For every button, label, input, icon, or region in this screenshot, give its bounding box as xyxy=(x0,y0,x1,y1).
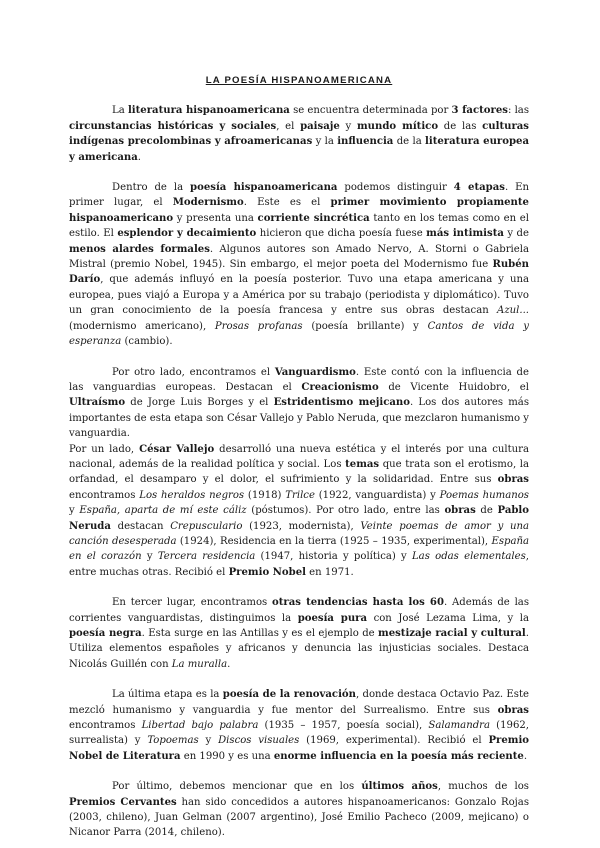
text-run: Por otro lado, encontramos el xyxy=(112,366,275,378)
bold-text: 4 etapas xyxy=(453,182,505,194)
text-run: con José Lezama Lima, y la xyxy=(367,612,529,624)
bold-text: circunstancias históricas y sociales xyxy=(69,120,277,132)
bold-text: Rubén Darío xyxy=(69,259,529,286)
paragraph xyxy=(69,180,529,349)
text-run: en 1990 y es una xyxy=(180,750,274,762)
text-run: desarrolló una nueva estética y el interés por una cultura nacional, además de la realidad política y social. Los xyxy=(69,443,530,470)
text-run: (1962, surrealista) y xyxy=(69,720,529,747)
italic-text: Tercera residencia xyxy=(157,551,256,563)
text-run: y xyxy=(339,120,357,132)
paragraph xyxy=(69,365,529,442)
text-run: hicieron que dicha poesía fuese xyxy=(256,228,427,240)
bold-text: primer movimiento propiamente hispanoamericano xyxy=(69,197,529,224)
text-run: encontramos xyxy=(69,489,140,501)
text-run: de Vicente Huidobro, el xyxy=(378,381,529,393)
bold-text: poesía pura xyxy=(297,612,368,624)
text-run: . Algunos autores son Amado Nervo, A. Storni o Gabriela Mistral (premio Nobel, 1945). Sin embargo, el mejor poeta del Modernismo fue xyxy=(69,243,529,271)
text-run: (1969, experimental). Recibió el xyxy=(299,735,489,747)
bold-text: Pablo Neruda xyxy=(69,505,529,532)
text-run: (1918) xyxy=(244,489,286,501)
bold-text: otras tendencias hasta los 60 xyxy=(272,597,444,609)
bold-text: culturas indígenas precolombinas y afroamericanas xyxy=(69,120,529,148)
bold-text: corriente sincrética xyxy=(257,212,370,224)
paragraph xyxy=(69,687,529,764)
bold-text: enorme influencia en la poesía más reciente xyxy=(273,750,524,762)
bold-text: César Vallejo xyxy=(139,443,215,455)
bold-text: paisaje xyxy=(300,120,340,132)
bold-text: menos alardes formales xyxy=(69,243,210,255)
italic-text: Libertad bajo palabra xyxy=(141,720,259,732)
italic-text: Veinte poemas de amor y una canción desesperada xyxy=(69,520,530,547)
text-run: , el xyxy=(276,120,301,132)
text-run: Dentro de la xyxy=(112,182,191,194)
bold-text: Premio Nobel xyxy=(228,566,306,578)
bold-text: más intimista xyxy=(426,228,504,240)
text-run: . Esta surge en las Antillas y es el ejemplo de xyxy=(141,628,379,639)
text-run: (1922, vanguardista) y xyxy=(314,489,440,501)
bold-text: mestizaje racial y cultural xyxy=(378,628,526,639)
text-run: Por un lado, xyxy=(69,443,140,455)
italic-text: España en el corazón xyxy=(69,535,529,563)
italic-text: Topoemas xyxy=(147,735,199,747)
text-run: y presenta una xyxy=(173,212,258,224)
text-run: . Utiliza elementos españoles y africanos y denuncia las injusticias sociales. Destaca Nicolás Guillén con xyxy=(69,628,529,670)
text-run: que trata son el erotismo, la orfandad, el desamparo y el dolor, el sufrimiento y la solidaridad. Entre sus xyxy=(69,458,529,486)
italic-text: Trilce xyxy=(285,489,315,501)
text-run: podemos distinguir xyxy=(337,182,454,194)
bold-text: literatura hispanoamericana xyxy=(127,105,290,117)
text-run: de las xyxy=(438,120,483,132)
paragraph xyxy=(69,595,529,672)
text-run: La xyxy=(112,105,128,117)
bold-text: Creacionismo xyxy=(301,381,379,393)
bold-text: temas xyxy=(345,458,380,470)
paragraph xyxy=(69,442,529,581)
text-run: . Los dos autores más importantes de esta etapa son César Vallejo y Pablo Neruda, que mezclaron humanismo y vanguardia. xyxy=(69,397,529,440)
text-run: , muchos de los xyxy=(437,781,529,793)
text-run: de xyxy=(475,505,498,517)
bold-text: Ultraísmo xyxy=(69,397,126,409)
text-run: de la xyxy=(393,136,426,148)
page-title: LA POESÍA HISPANOAMERICANA xyxy=(205,75,393,86)
bold-text: obras xyxy=(497,704,529,716)
italic-text: Discos visuales xyxy=(218,735,300,747)
text-run: tanto en los temas como en el estilo. El xyxy=(69,212,530,240)
text-run: (1947, historia y política) y xyxy=(255,551,412,563)
text-run: , que además influyó en la poesía posterior. Tuvo una etapa americana y una europea, pues viajó a Europa y a América por su trabajo (periodista y diplomático). Tuvo un gran conocimiento de la poesía francesa y entre sus obras destacan xyxy=(69,274,529,317)
text-run: y xyxy=(198,735,219,747)
italic-text: Cantos de vida y esperanza xyxy=(69,320,529,348)
bold-text: poesía hispanoamericana xyxy=(190,182,338,194)
bold-text: Premios Cervantes xyxy=(69,796,177,808)
italic-text: Salamandra xyxy=(428,720,490,732)
text-run: En tercer lugar, encontramos xyxy=(112,597,273,609)
paragraph xyxy=(69,779,529,841)
bold-text: obras xyxy=(444,505,476,517)
text-run: destacan xyxy=(110,520,171,532)
text-run: (modernismo americano), xyxy=(69,320,215,332)
text-run: y xyxy=(141,551,158,563)
text-run: (1924), Residencia en la tierra (1925 – 1935, experimental), xyxy=(176,535,492,547)
bold-text: obras xyxy=(497,474,529,486)
text-run: en 1971. xyxy=(305,566,354,578)
bold-text: 3 factores xyxy=(451,105,508,117)
bold-text: mundo mítico xyxy=(356,120,439,132)
italic-text: La muralla xyxy=(171,658,228,670)
text-run: (1923, modernista), xyxy=(242,520,361,532)
bold-text: poesía de la renovación xyxy=(222,689,356,701)
document-body xyxy=(69,73,529,841)
text-run: (póstumos). Por otro lado, entre las xyxy=(246,505,445,517)
text-run: La última etapa es la xyxy=(112,689,223,701)
italic-text: Las odas elementales xyxy=(411,551,526,563)
bold-text: poesía negra xyxy=(69,628,142,639)
paragraph-list xyxy=(69,103,529,840)
text-run: han sido concedidos a autores hispanoamericanos: Gonzalo Rojas (2003, chileno), Juan Gelman (2007 argentino), José Emilio Pacheco (2009, mejicano) o Nicanor Parra (2014, chileno). xyxy=(69,796,530,839)
text-run: y la xyxy=(312,136,338,148)
text-run: (1935 – 1957, poesía social), xyxy=(258,720,429,732)
bold-text: Vanguardismo xyxy=(274,366,356,378)
paragraph xyxy=(69,103,529,165)
italic-text: Poemas humanos xyxy=(439,489,529,501)
italic-text: España, aparta de mí este cáliz xyxy=(79,505,247,517)
text-run: . xyxy=(227,658,231,670)
italic-text: Crepusculario xyxy=(170,520,243,532)
text-run: . Este contó con la influencia de las vanguardias europeas. Destacan el xyxy=(69,366,529,393)
bold-text: Estridentismo mejicano xyxy=(273,397,411,409)
text-run: . En primer lugar, el xyxy=(69,182,529,209)
text-run: , entre muchas otras. Recibió el xyxy=(69,551,529,578)
italic-text: Azul... xyxy=(497,305,529,317)
text-run: (cambio). xyxy=(121,336,173,348)
text-run: (poesía brillante) y xyxy=(302,320,428,332)
bold-text: literatura europea y americana xyxy=(69,136,529,163)
bold-text: Premio Nobel de Literatura xyxy=(69,735,530,762)
text-run: Por último, debemos mencionar que en los xyxy=(112,781,362,793)
bold-text: últimos años xyxy=(361,781,438,793)
italic-text: Prosas profanas xyxy=(214,320,303,332)
italic-text: Los heraldos negros xyxy=(139,489,245,501)
bold-text: influencia xyxy=(337,136,394,148)
text-run: de Jorge Luis Borges y el xyxy=(125,397,274,409)
bold-text: esplendor y decaimiento xyxy=(117,228,257,240)
text-run: . Este es el xyxy=(243,197,331,209)
text-run: encontramos xyxy=(69,720,142,732)
text-run: . Además de las corrientes vanguardistas, distinguimos la xyxy=(69,597,530,624)
text-run: , donde destaca Octavio Paz. Este mezcló humanismo y vanguardia y fue mentor del Surrealismo. Entre sus xyxy=(69,689,530,716)
text-run: se encuentra determinada por xyxy=(289,105,452,117)
text-run: y de xyxy=(503,228,529,240)
bold-text: Modernismo xyxy=(172,197,244,209)
text-run: . xyxy=(523,750,528,762)
text-run: . xyxy=(137,151,141,163)
text-run: : las xyxy=(507,105,529,117)
text-run: y xyxy=(69,505,80,517)
